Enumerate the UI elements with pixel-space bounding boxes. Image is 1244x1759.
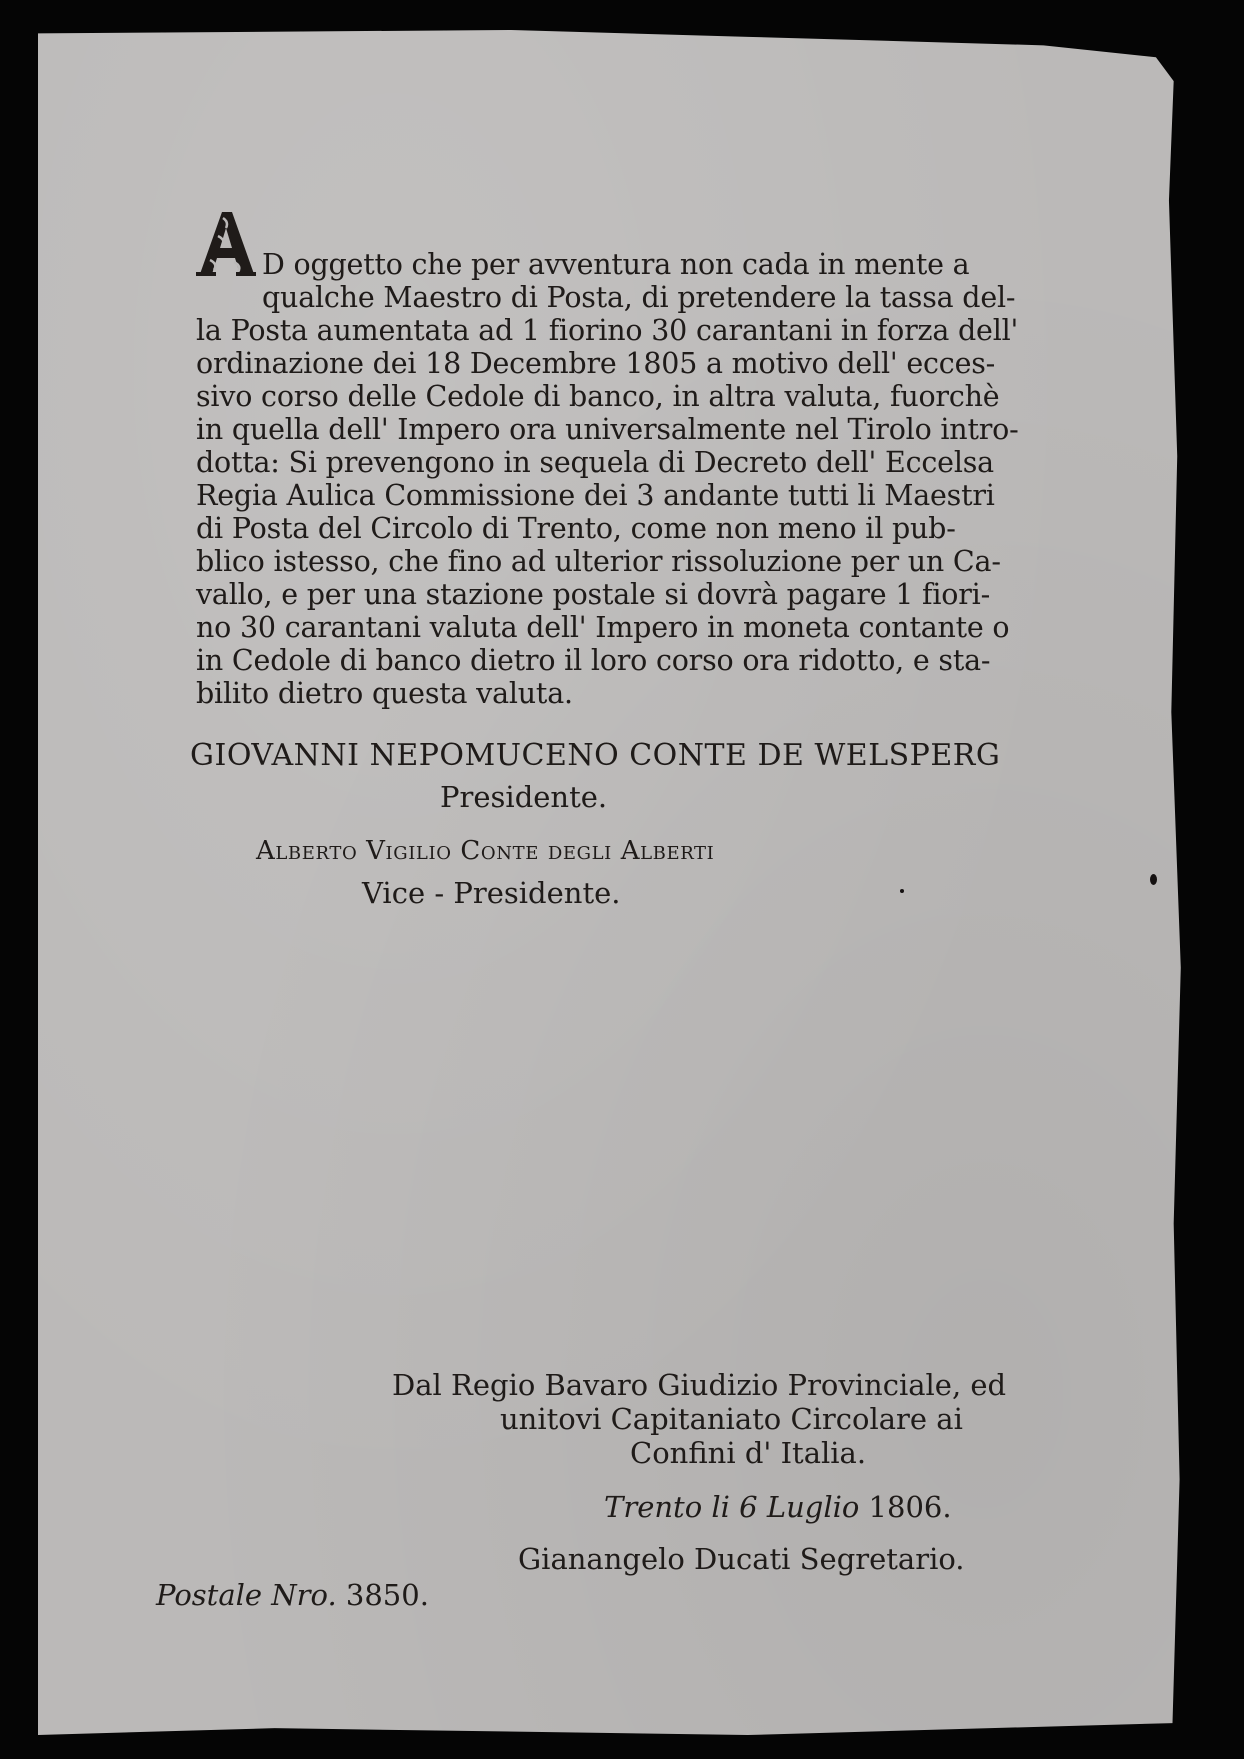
vice-president-name: Alberto Vigilio Conte degli Alberti (256, 836, 715, 866)
ink-speck (1150, 874, 1157, 885)
decree-line-5: sivo corso delle Cedole di banco, in altra valuta, fuorchè (196, 380, 1000, 413)
decree-line-4: ordinazione dei 18 Decembre 1805 a motivo dell' ecces- (196, 347, 996, 380)
issuer-line-1: Dal Regio Bavaro Giudizio Provinciale, ed (392, 1368, 1007, 1402)
decree-line-3: la Posta aumentata ad 1 fiorino 30 carantani in forza dell' (196, 314, 1019, 347)
date-year: 1806. (868, 1490, 952, 1524)
issuer-line-2: unitovi Capitaniato Circolare ai (500, 1402, 963, 1436)
postal-number-value: 3850. (345, 1578, 429, 1612)
decree-line-11: vallo, e per una stazione postale si dovrà pagare 1 fiori- (196, 578, 991, 611)
place-date-text: Trento li 6 Luglio (604, 1490, 860, 1524)
secretary-signature: Gianangelo Ducati Segretario. (518, 1542, 965, 1576)
issuer-line-3: Confini d' Italia. (630, 1436, 867, 1470)
postal-number-label: Postale Nro. (156, 1578, 337, 1612)
place-date (604, 1490, 952, 1524)
decree-line-6: in quella dell' Impero ora universalmente nel Tirolo intro- (196, 413, 1019, 446)
president-title: Presidente. (440, 780, 608, 814)
ink-speck (900, 889, 904, 893)
decree-line-8: Regia Aulica Commissione dei 3 andante tutti li Maestri (196, 479, 995, 512)
decorated-initial-letter (196, 208, 256, 278)
decree-line-7: dotta: Si prevengono in sequela di Decreto dell' Eccelsa (196, 446, 994, 479)
decree-line-12: no 30 carantani valuta dell' Impero in moneta contante o (196, 611, 1010, 644)
decree-line-9: di Posta del Circolo di Trento, come non meno il pub- (196, 512, 956, 545)
decree-line-13: in Cedole di banco dietro il loro corso ora ridotto, e sta- (196, 644, 991, 677)
decree-line-10: blico istesso, che fino ad ulterior rissoluzione per un Ca- (196, 545, 1001, 578)
postal-number (156, 1578, 429, 1612)
vice-president-title: Vice - Presidente. (362, 876, 621, 910)
decree-line-14: bilito dietro questa valuta. (196, 677, 573, 710)
decree-line-1: D oggetto che per avventura non cada in mente a (262, 248, 970, 281)
president-name: GIOVANNI NEPOMUCENO CONTE DE WELSPERG (190, 738, 1001, 773)
decree-line-2: qualche Maestro di Posta, di pretendere la tassa del- (262, 281, 1016, 314)
